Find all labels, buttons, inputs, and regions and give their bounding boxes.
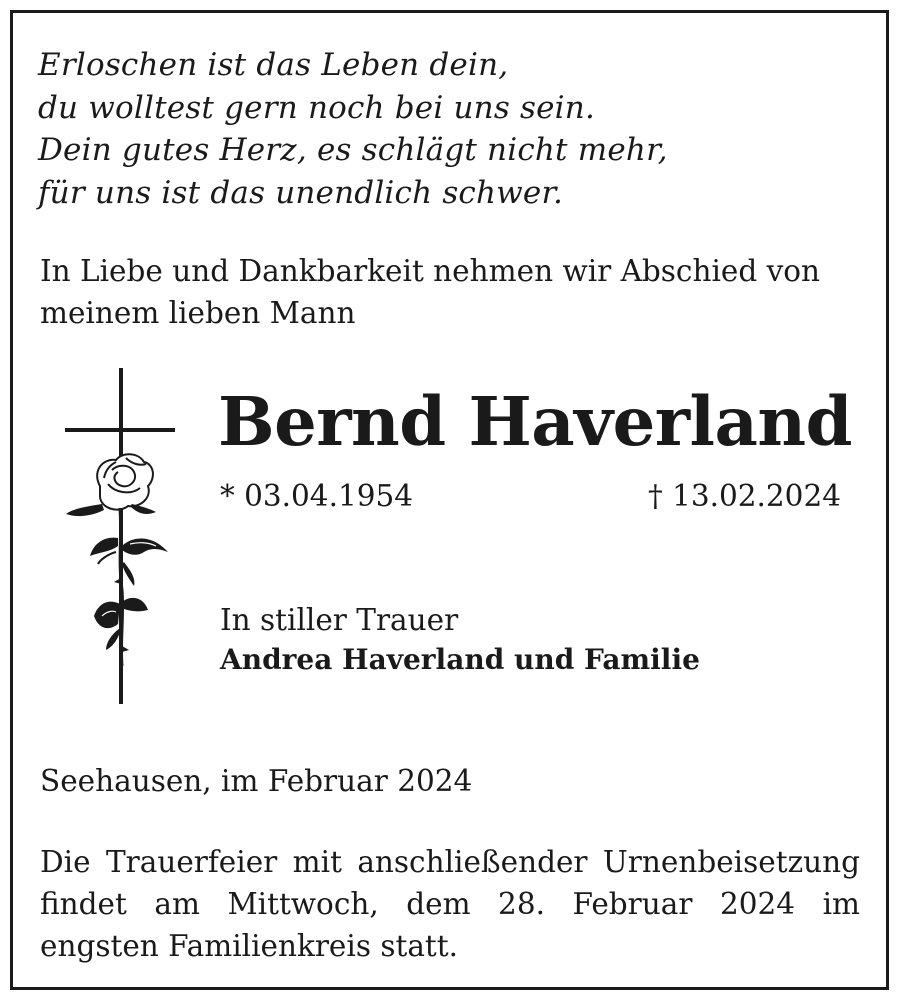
funeral-announcement [40,841,860,967]
funeral-line-1: Die Trauerfeier mit anschließender Urnenbeisetzung [40,845,860,879]
memorial-poem [38,44,668,214]
funeral-line-3: engsten Familienkreis statt. [40,929,459,963]
place-and-date: Seehausen, im Februar 2024 [40,764,473,798]
mourning-line: In stiller Trauer [220,603,459,637]
poem-line-1: Erloschen ist das Leben dein, [38,47,509,83]
funeral-line-2: findet am Mittwoch, dem 28. Februar 2024 im [40,887,860,921]
intro-line-2: meinem lieben Mann [40,296,356,330]
birth-date: * 03.04.1954 [220,479,414,513]
poem-line-3: Dein gutes Herz, es schlägt nicht mehr, [38,132,668,168]
deceased-name: Bernd Haverland [218,382,852,461]
death-date: † 13.02.2024 [647,479,841,513]
intro-line-1: In Liebe und Dankbarkeit nehmen wir Abschied von [40,254,821,288]
cross-with-rose-icon [60,366,180,706]
farewell-intro [40,250,860,334]
poem-line-4: für uns ist das unendlich schwer. [38,174,564,211]
poem-line-2: du wolltest gern noch bei uns sein. [38,89,595,126]
mourner-names: Andrea Haverland und Familie [220,643,700,676]
